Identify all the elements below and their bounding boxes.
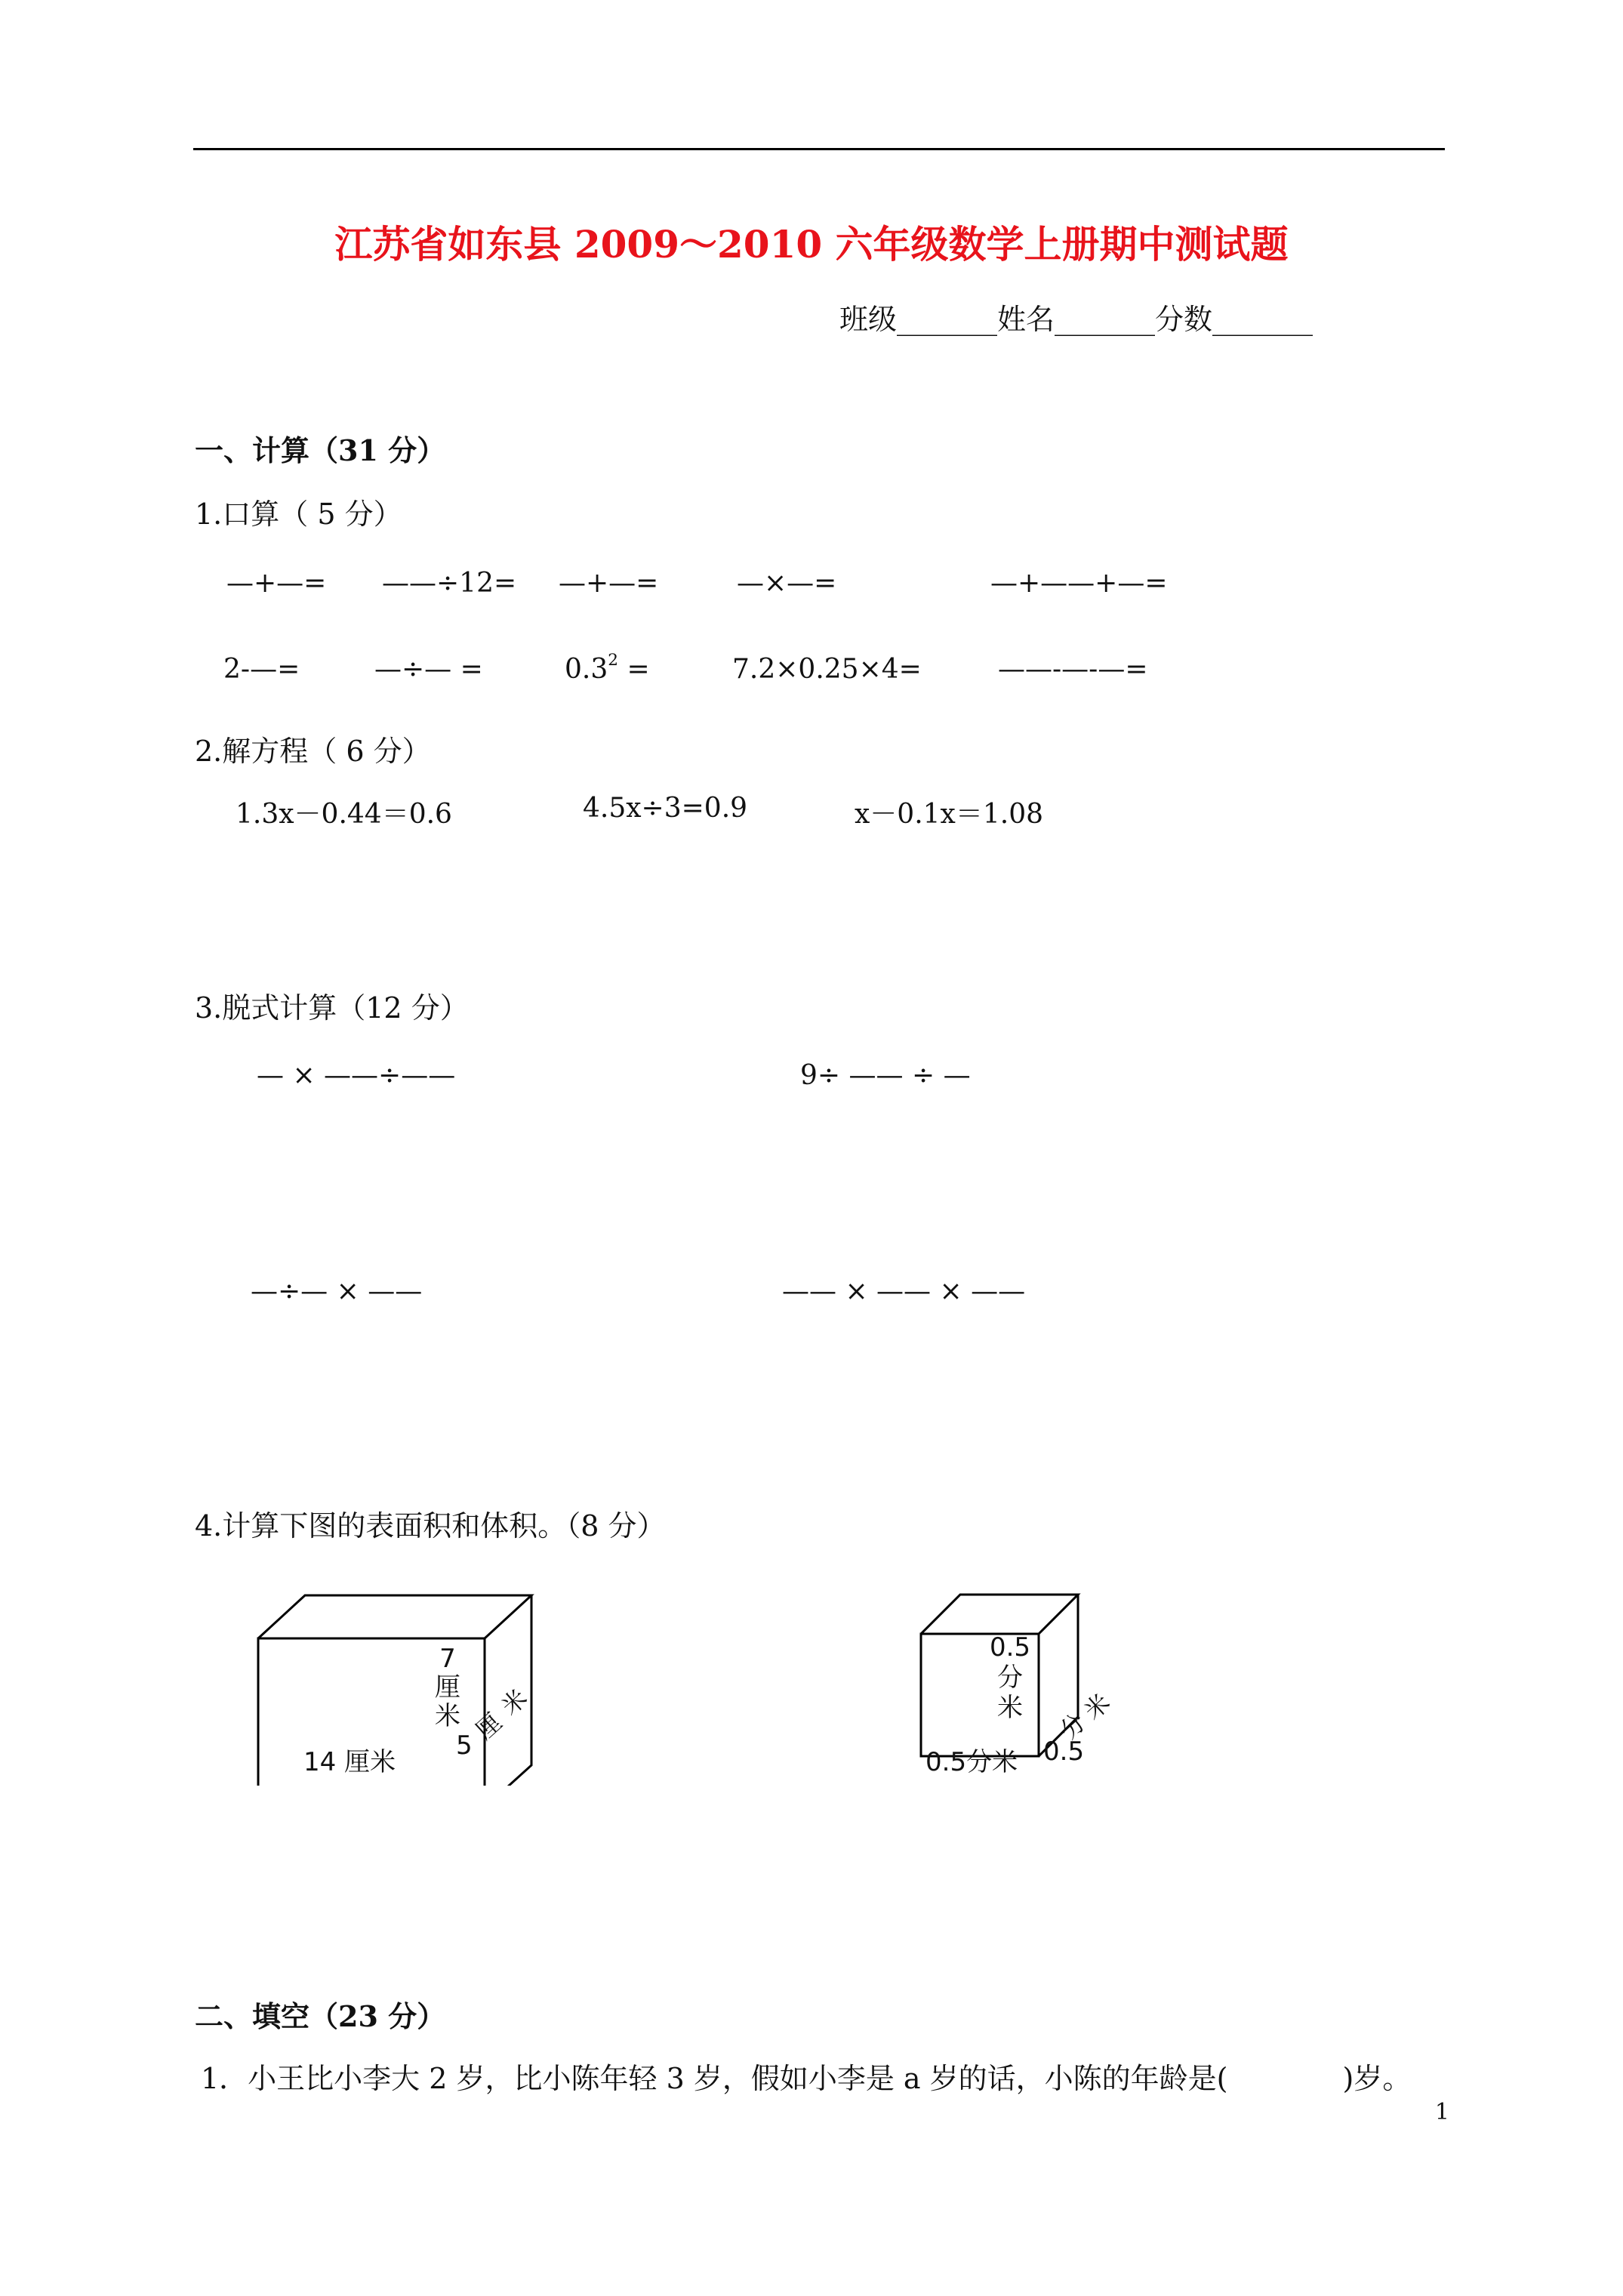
oral-calc-r2-3-base: 0.3 [565, 654, 608, 685]
cuboid-height-unit-2: 米 [435, 1701, 460, 1731]
question-2-label: 2.解方程（ 6 分） [195, 735, 431, 768]
cube-width-unit-2: 米 [1078, 1687, 1116, 1726]
document-title: 江苏省如东县 2009～2010 六年级数学上册期中测试题 [334, 222, 1289, 267]
cube-width-unit-1: 分 [1054, 1707, 1092, 1746]
cube-width-value: 0.5 [1043, 1737, 1085, 1767]
stepwise-calc-2: 9÷ —— ÷ — [800, 1060, 971, 1091]
cube-height-value: 0.5 [989, 1632, 1031, 1663]
cuboid-height-unit-1: 厘 [435, 1672, 460, 1703]
cuboid-height-label [435, 1644, 460, 1730]
equation-2: 4.5x÷3=0.9 [583, 793, 748, 824]
page-number: 1 [1434, 2099, 1449, 2125]
stepwise-calc-1: — × ——÷—— [257, 1060, 456, 1091]
cuboid-width-unit-2: 米 [495, 1683, 533, 1721]
oral-calc-r1-2: ——÷12= [382, 568, 517, 599]
oral-calc-r2-5: ——-—-—= [998, 654, 1148, 685]
equation-3: x－0.1x＝1.08 [855, 799, 1044, 830]
oral-calc-r1-4: —×—= [737, 568, 837, 599]
oral-calc-r1-1: —+—= [226, 568, 327, 599]
section-2-heading: 二、填空（23 分） [195, 1999, 446, 2033]
equation-1: 1.3x－0.44＝0.6 [236, 799, 452, 830]
oral-calc-r2-4: 7.2×0.25×4= [732, 654, 922, 685]
stepwise-calc-4: —— × —— × —— [782, 1276, 1026, 1307]
oral-calc-r2-1: 2-—= [223, 654, 300, 685]
cube-top-face [921, 1595, 1078, 1634]
cuboid-width-value: 5 [456, 1730, 473, 1761]
question-1-label: 1.口算（ 5 分） [195, 498, 402, 531]
stepwise-calc-3: —÷— × —— [251, 1276, 423, 1307]
oral-calc-r2-2: —÷— = [374, 654, 483, 685]
oral-calc-r2-3 [565, 651, 650, 685]
cube-length-label: 0.5分米 [925, 1747, 1018, 1777]
cuboid-height-value: 7 [439, 1644, 456, 1674]
cuboid-length-label: 14 厘米 [303, 1747, 396, 1777]
question-3-label: 3.脱式计算（12 分） [195, 991, 469, 1025]
question-4-label: 4.计算下图的表面积和体积。（8 分） [195, 1509, 666, 1542]
header-rule [193, 148, 1445, 150]
cube-height-unit-1: 分 [997, 1663, 1023, 1693]
cuboid-width-unit-1: 厘 [470, 1707, 507, 1746]
cuboid-top-face [258, 1595, 531, 1638]
fill-blank-question-1: 1．小王比小李大 2 岁，比小陈年轻 3 岁，假如小李是 a 岁的话，小陈的年龄是( )岁。 [201, 2062, 1412, 2095]
oral-calc-r2-3-exponent: 2 [608, 651, 619, 670]
cube-height-unit-2: 米 [997, 1693, 1023, 1723]
student-info-line: 班级_______姓名_______分数_______ [839, 303, 1313, 336]
section-1-heading: 一、计算（31 分） [195, 433, 446, 467]
cube-height-label [987, 1632, 1033, 1723]
oral-calc-r2-3-eq: = [618, 654, 650, 685]
oral-calc-r1-3: —+—= [559, 568, 659, 599]
oral-calc-r1-5: —+——+—= [990, 568, 1168, 599]
